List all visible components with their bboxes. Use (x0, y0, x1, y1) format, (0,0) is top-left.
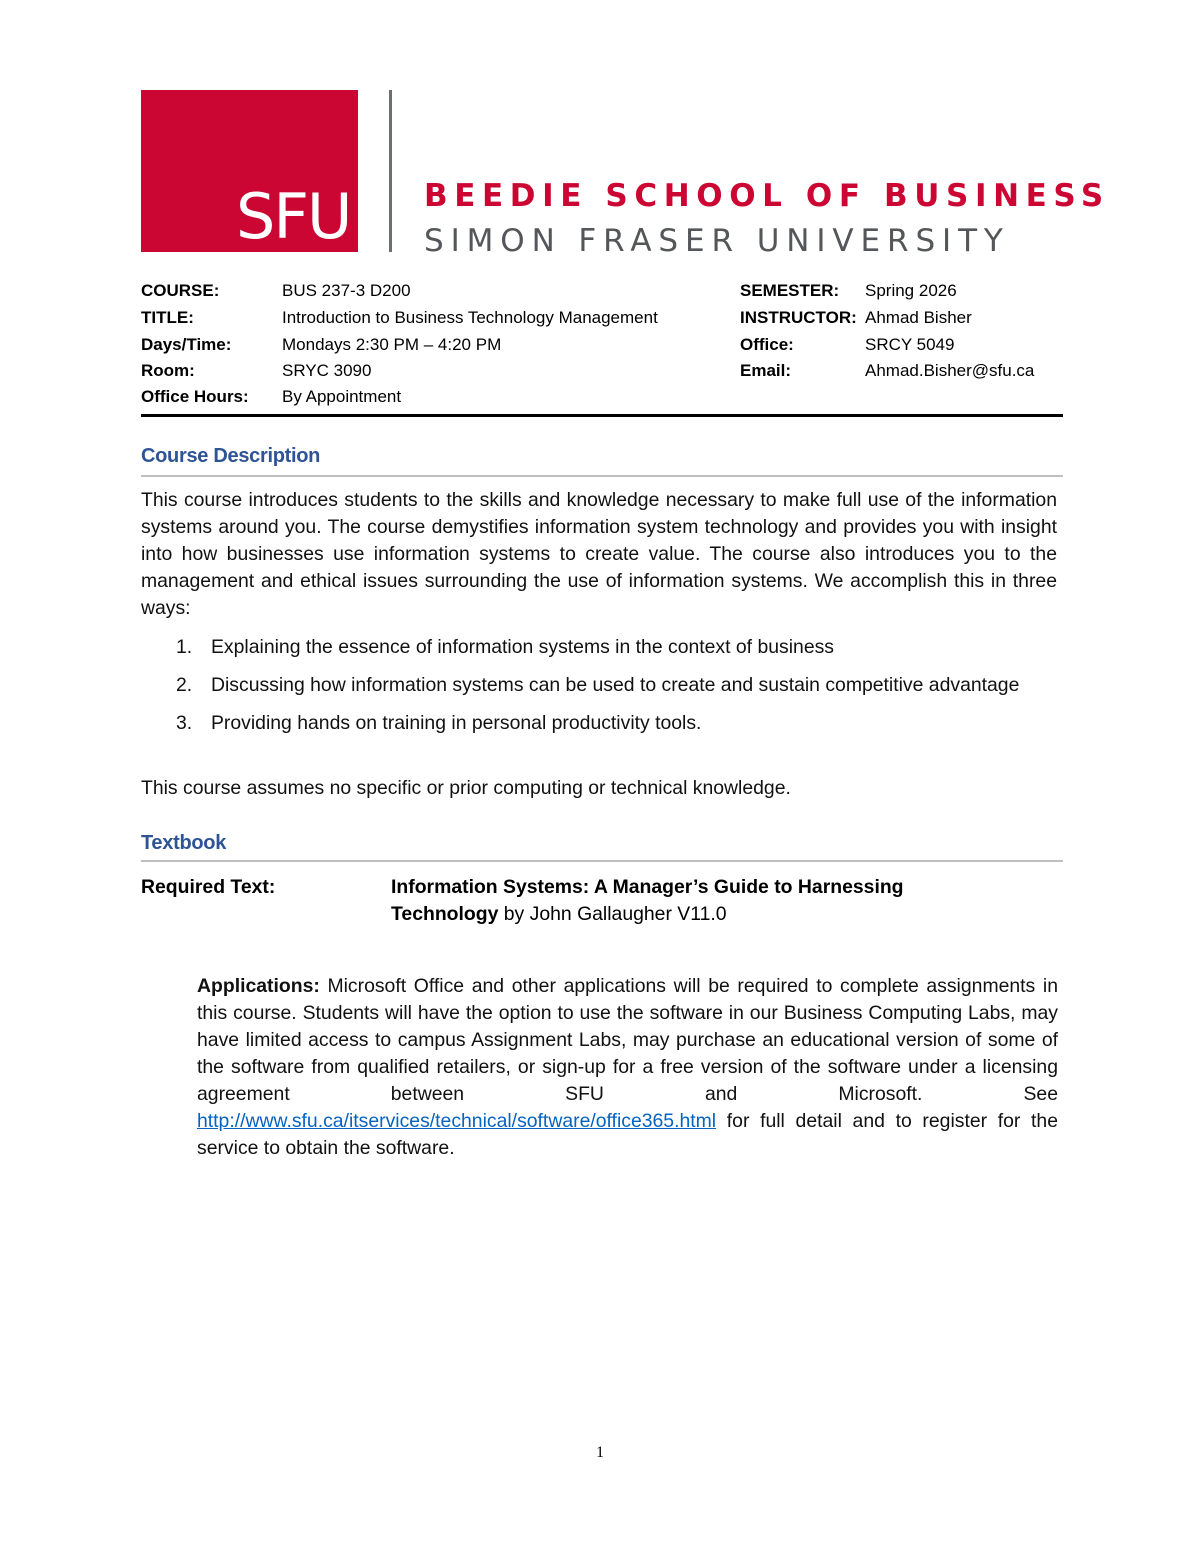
course-description-heading: Course Description (141, 445, 321, 467)
list-text: Explaining the essence of information systems in the context of business (211, 636, 834, 658)
info-row (141, 332, 1063, 358)
sfu-logo-text: SFU (236, 180, 351, 253)
applications-text: Microsoft Office and other applications will be required to complete assignments in this course. Students will have the option to use the software in our Business Computing Labs, may have limited access to campus Assignment Labs, may purchase an educational version of some of the software from qualified retailers, or sign-up for a free version of the software under a licensing agreement between SFU and Microsoft. See (197, 975, 1058, 1105)
info-label: TITLE: (141, 308, 194, 327)
list-item (141, 634, 1057, 661)
applications-tail: for full detail and to register for the service to obtain the software. (197, 1110, 1058, 1159)
info-row (141, 278, 1063, 304)
university-name: SIMON FRASER UNIVERSITY (424, 223, 1010, 259)
textbook-title: Information Systems: A Manager’s Guide to Harnessing Technology (391, 876, 904, 925)
required-text-label: Required Text: (141, 876, 276, 898)
course-description-intro: This course introduces students to the skills and knowledge necessary to make full use of the information systems around you. The course demystifies information system technology and provides you with insight into how businesses use information systems to create value. The course also introduces you to the management and ethical issues surrounding the use of information systems. We accomplish this in three ways: (141, 489, 1057, 619)
course-description-closing: This course assumes no specific or prior computing or technical knowledge. (141, 777, 791, 799)
section-divider (141, 860, 1063, 862)
course-goals-list (141, 634, 1057, 737)
logo-divider (389, 90, 392, 252)
page-number: 1 (596, 1444, 604, 1461)
list-number: 1. (176, 636, 193, 658)
section-divider (141, 475, 1063, 477)
applications-label: Applications: (197, 975, 320, 997)
textbook-author: by John Gallaugher V11.0 (498, 903, 727, 925)
info-label: Days/Time: (141, 335, 232, 354)
info-value: SRCY 5049 (865, 335, 955, 354)
info-label: INSTRUCTOR: (740, 308, 857, 327)
list-text: Discussing how information systems can be used to create and sustain competitive advantage (211, 674, 1020, 696)
info-label: Email: (740, 361, 792, 380)
info-row (141, 384, 1063, 410)
info-value: By Appointment (282, 387, 402, 406)
list-item (141, 710, 1057, 737)
info-label: Office: (740, 335, 794, 354)
info-label: Office Hours: (141, 387, 249, 406)
office365-link[interactable]: http://www.sfu.ca/itservices/technical/software/office365.html (197, 1110, 717, 1132)
info-value: Spring 2026 (865, 281, 957, 300)
info-label: COURSE: (141, 281, 220, 300)
info-value: SRYC 3090 (282, 361, 372, 380)
textbook-heading: Textbook (141, 832, 227, 854)
info-row (141, 305, 1063, 331)
list-item (141, 672, 1057, 699)
info-value: Introduction to Business Technology Management (282, 308, 658, 327)
info-label: Room: (141, 361, 195, 380)
school-name: BEEDIE SCHOOL OF BUSINESS (424, 178, 1110, 214)
info-row (141, 358, 1063, 384)
info-value: Ahmad Bisher (865, 308, 972, 327)
applications-paragraph (197, 973, 1058, 1162)
info-value: BUS 237-3 D200 (282, 281, 411, 300)
list-text: Providing hands on training in personal productivity tools. (211, 712, 702, 734)
email-link[interactable]: Ahmad.Bisher@sfu.ca (865, 361, 1035, 380)
info-divider (141, 414, 1063, 417)
info-value: Mondays 2:30 PM – 4:20 PM (282, 335, 502, 354)
list-number: 3. (176, 712, 193, 734)
list-number: 2. (176, 674, 193, 696)
required-text (391, 874, 1011, 928)
info-label: SEMESTER: (740, 281, 840, 300)
